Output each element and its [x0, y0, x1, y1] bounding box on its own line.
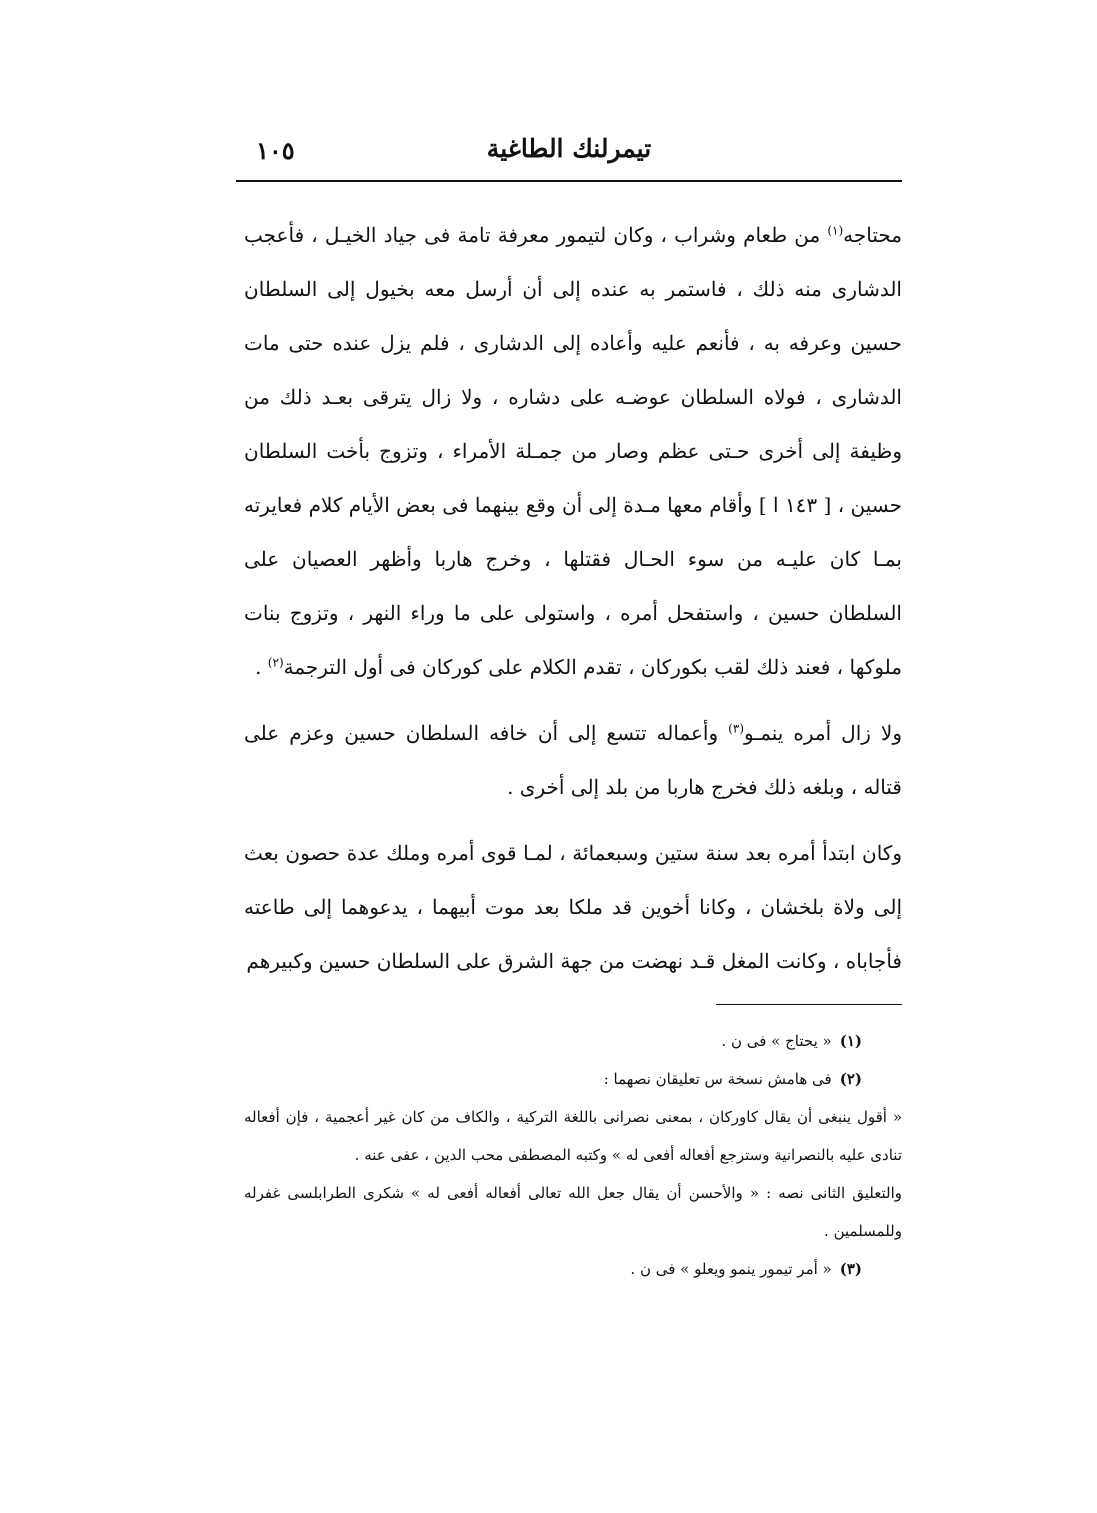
running-title: تيمرلنك الطاغية	[486, 134, 652, 163]
footnote-2-quote-1: « أقول ينبغى أن يقال كاوركان ، بمعنى نصرانى باللغة التركية ، والكاف من كان غير أعجمية ، فإن أفعاله تنادى عليه بالنصرانية وسترجع أفعاله أفعى له » وكتبه المصطفى محب الدين ، عفى عنه .	[244, 1108, 902, 1164]
header-divider	[236, 180, 902, 182]
footnote-marker-2: (٢)	[267, 655, 284, 670]
paragraph-2-text-end: وأعماله تتسع إلى أن خافه السلطان حسين وعزم على قتاله ، وبلغه ذلك فخرج هاربا من بلد إلى أخرى .	[244, 721, 902, 799]
page-header	[236, 128, 902, 176]
paragraph-2-text-start: ولا زال أمره ينمـو	[744, 721, 902, 745]
paragraph-2	[244, 706, 902, 814]
paragraph-1-word: محتاجه	[843, 223, 902, 247]
footnote-2-quote-2: والتعليق الثانى نصه : « والأحسن أن يقال جعل الله تعالى أفعاله أفعى له » شكرى الطرابلسى غفرله وللمسلمين .	[244, 1184, 902, 1240]
main-text	[244, 208, 902, 988]
footnote-3	[244, 1250, 902, 1288]
paragraph-1-text: من طعام وشراب ، وكان لتيمور معرفة تامة فى جياد الخيـل ، فأعجب الدشارى منه ذلك ، فاستمر به عنده إلى أن أرسل معه بخيول إلى السلطان حسين وعرفه به ، فأنعم عليه وأعاده إلى الدشارى ، فلم يزل عنده حتى مات الدشارى ، فولاه السلطان عوضـه على دشاره ، ولا زال يترقى بعـد ذلك من وظيفة إلى أخرى حـتى عظم وصار من جمـلة الأمراء ، وتزوج بأخت السلطان حسين ، [ ١٤٣ ا ] وأقام معها مـدة إلى أن وقع بينهما فى بعض الأيام كلام فعايرته بمـا كان عليـه من سوء الحـال فقتلها ، وخرج هاربا وأظهر العصيان على السلطان حسين ، واستفحل أمره ، واستولى على ما وراء النهر ، وتزوج بنات ملوكها ، فعند ذلك لقب بكوركان ، تقدم الكلام على كوركان فى أول الترجمة	[244, 223, 903, 679]
footnote-1-text: « يحتاج » فى ن .	[721, 1032, 832, 1050]
footnote-divider	[716, 1004, 902, 1005]
footnote-3-number: (٣)	[839, 1260, 862, 1278]
paragraph-1	[244, 208, 902, 694]
paragraph-3: وكان ابتدأ أمره بعد سنة ستين وسبعمائة ، لمـا قوى أمره وملك عدة حصون بعث إلى ولاة بلخشان ، وكانا أخوين قد ملكا بعد موت أبيهما ، يدعوهما إلى طاعته فأجاباه ، وكانت المغل قـد نهضت من جهة الشرق على السلطان حسين وكبيرهم	[244, 841, 902, 973]
footnote-marker-1: (١)	[827, 223, 844, 238]
footnote-3-text: « أمر تيمور ينمو ويعلو » فى ن .	[630, 1260, 832, 1278]
page-number: ١٠٥	[256, 136, 295, 165]
footnote-2-text: فى هامش نسخة س تعليقان نصهما :	[603, 1070, 832, 1088]
footnote-2	[244, 1060, 902, 1098]
paragraph-1-end: .	[255, 655, 268, 679]
footnote-1	[244, 1022, 902, 1060]
footnote-2-number: (٢)	[839, 1070, 862, 1088]
footnotes	[244, 1022, 902, 1288]
footnote-1-number: (١)	[839, 1032, 862, 1050]
footnote-marker-3: (٣)	[728, 721, 744, 736]
